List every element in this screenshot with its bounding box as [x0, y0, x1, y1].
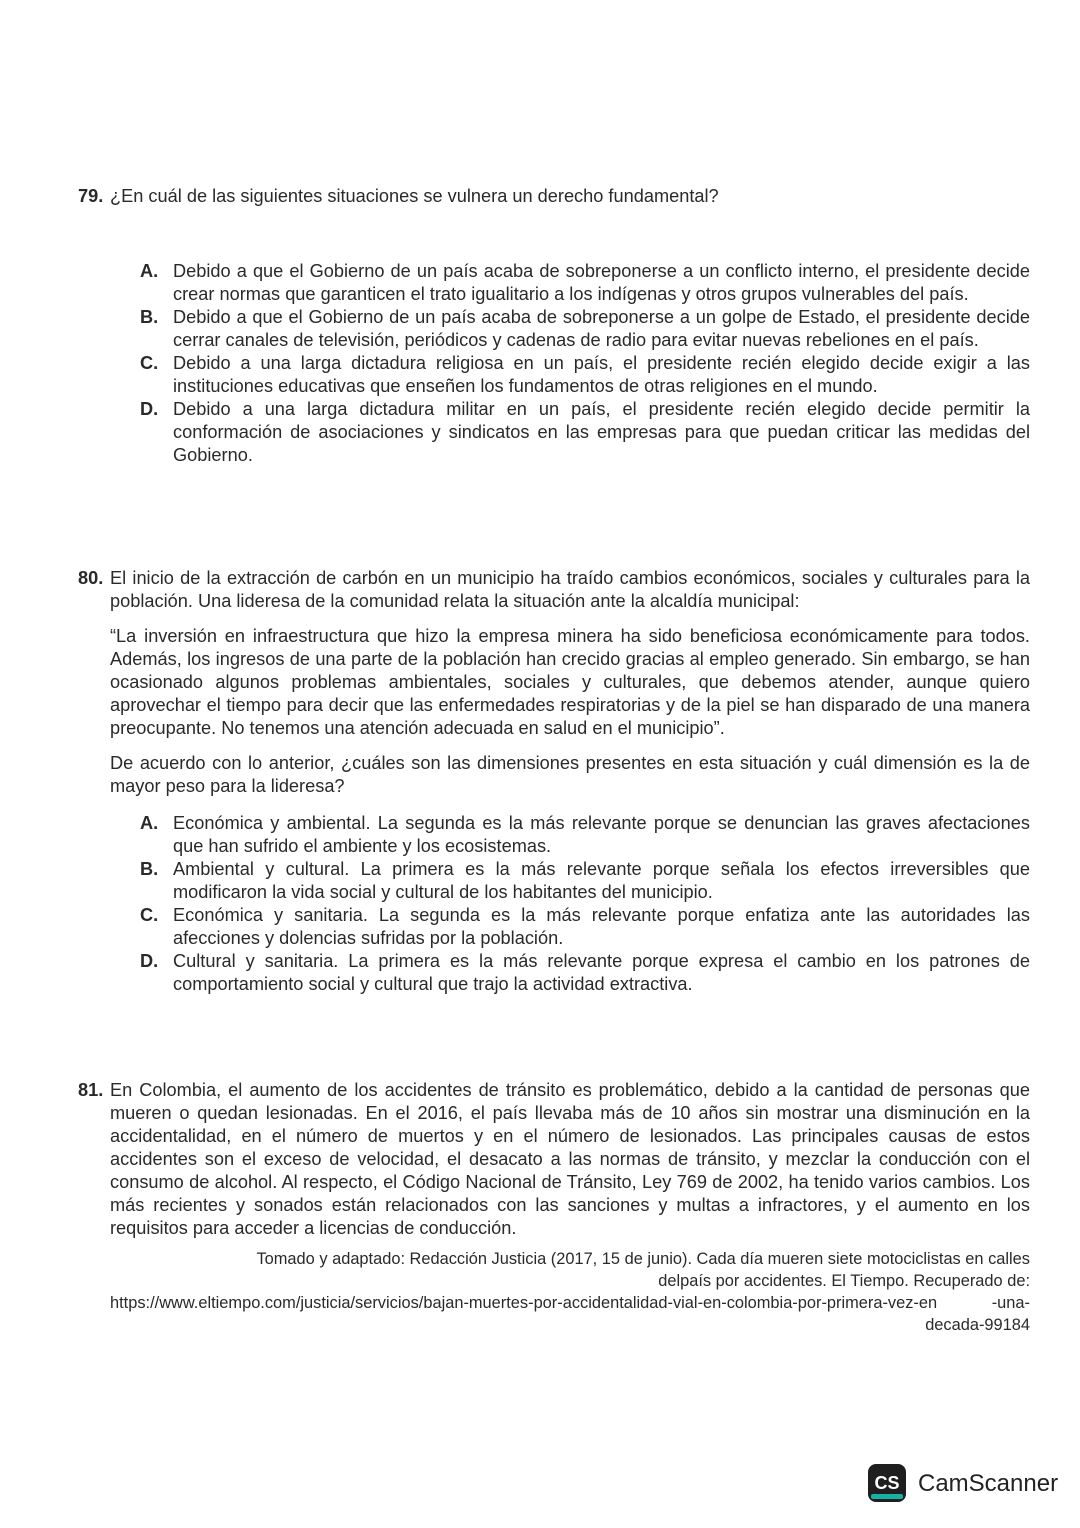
question-number: 79. [78, 186, 104, 206]
options-list [140, 260, 1030, 467]
question-80 [78, 567, 1030, 996]
option-text: Económica y ambiental. La segunda es la más relevante porque se denuncian las graves afectaciones que han sufrido el ambiente y los ecosistemas. [173, 813, 1030, 856]
option-a [140, 260, 1030, 306]
camscanner-logo-icon: CS [868, 1464, 906, 1502]
option-text: Económica y sanitaria. La segunda es la más relevante porque enfatiza ante las autoridades las afecciones y dolencias sufridas por la población. [173, 905, 1030, 948]
question-81 [78, 1079, 1030, 1336]
option-letter: B. [140, 307, 159, 327]
options-list [140, 812, 1030, 996]
option-letter: D. [140, 951, 159, 971]
option-d [140, 398, 1030, 467]
question-80-header [78, 567, 1030, 613]
option-b [140, 858, 1030, 904]
option-a [140, 812, 1030, 858]
option-letter: C. [140, 353, 159, 373]
question-81-header [78, 1079, 1030, 1240]
option-text: Cultural y sanitaria. La primera es la más relevante porque expresa el cambio en los patrones de comportamiento social y cultural que trajo la actividad extractiva. [173, 951, 1030, 994]
option-d [140, 950, 1030, 996]
option-text: Debido a que el Gobierno de un país acaba de sobreponerse a un conflicto interno, el presidente decide crear normas que garanticen el trato igualitario a los indígenas y otros grupos vulnerables del país. [173, 261, 1030, 304]
option-letter: D. [140, 399, 159, 419]
option-b [140, 306, 1030, 352]
source-url: https://www.eltiempo.com/justicia/servicios/bajan-muertes-por-accidentalidad-vial-en-colombia-por-primera-vez-en -una-decada-99184 [110, 1294, 1030, 1334]
question-number: 81. [78, 1080, 104, 1100]
option-c [140, 352, 1030, 398]
source-citation [110, 1248, 1030, 1336]
option-text: Ambiental y cultural. La primera es la más relevante porque señala los efectos irreversibles que modificaron la vida social y cultural de los habitantes del municipio. [173, 859, 1030, 902]
option-text: Debido a una larga dictadura militar en un país, el presidente recién elegido decide permitir la conformación de asociaciones y sindicatos en las empresas para que puedan criticar las medidas del Gobierno. [173, 399, 1030, 465]
option-letter: A. [140, 813, 159, 833]
camscanner-name: CamScanner [918, 1469, 1059, 1497]
source-line-1: Tomado y adaptado: Redacción Justicia (2017, 15 de junio). Cada día mueren siete motociclistas en calles [256, 1250, 1030, 1268]
question-text: En Colombia, el aumento de los accidentes de tránsito es problemático, debido a la cantidad de personas que mueren o quedan lesionadas. En el 2016, el país llevaba más de 10 años sin mostrar una disminución en la accidentalidad, en el número de muertos y en el número de lesionados. Las principales causas de estos accidentes son el exceso de velocidad, el desacato a las normas de tránsito, y mezclar la conducción con el consumo de alcohol. Al respecto, el Código Nacional de Tránsito, Ley 769 de 2002, ha tenido varios cambios. Los más recientes y sonados están relacionados con las sanciones y multas a infractores, y el aumento en los requisitos para acceder a licencias de conducción. [110, 1080, 1030, 1238]
question-text: ¿En cuál de las siguientes situaciones se vulnera un derecho fundamental? [110, 186, 719, 206]
option-letter: B. [140, 859, 159, 879]
option-letter: C. [140, 905, 159, 925]
source-line-2: delpaís por accidentes. El Tiempo. Recuperado de: [658, 1272, 1030, 1290]
option-text: Debido a una larga dictadura religiosa en un país, el presidente recién elegido decide exigir a las instituciones educativas que enseñen los fundamentos de otras religiones en el mundo. [173, 353, 1030, 396]
question-text: De acuerdo con lo anterior, ¿cuáles son las dimensiones presentes en esta situación y cuál dimensión es la de mayor peso para la lideresa? [110, 753, 1030, 796]
question-intro: El inicio de la extracción de carbón en un municipio ha traído cambios económicos, sociales y culturales para la población. Una lideresa de la comunidad relata la situación ante la alcaldía municipal: [110, 568, 1030, 611]
question-79-header [78, 185, 1030, 208]
question-79 [78, 185, 1030, 467]
testimony-quote: “La inversión en infraestructura que hizo la empresa minera ha sido beneficiosa económicamente para todos. Además, los ingresos de una parte de la población han crecido gracias al empleo generado. Sin embargo, se han ocasionado algunos problemas ambientales, sociales y culturales, que debemos atender, aunque quiero aprovechar el tiempo para decir que las enfermedades respiratorias y de la piel se han disparado de una manera preocupante. No tenemos una atención adecuada en salud en el municipio”. [110, 626, 1030, 738]
option-letter: A. [140, 261, 159, 281]
camscanner-watermark [868, 1464, 1058, 1502]
option-text: Debido a que el Gobierno de un país acaba de sobreponerse a un golpe de Estado, el presidente decide cerrar canales de televisión, periódicos y cadenas de radio para evitar nuevas rebeliones en el país. [173, 307, 1030, 350]
option-c [140, 904, 1030, 950]
question-number: 80. [78, 568, 104, 588]
